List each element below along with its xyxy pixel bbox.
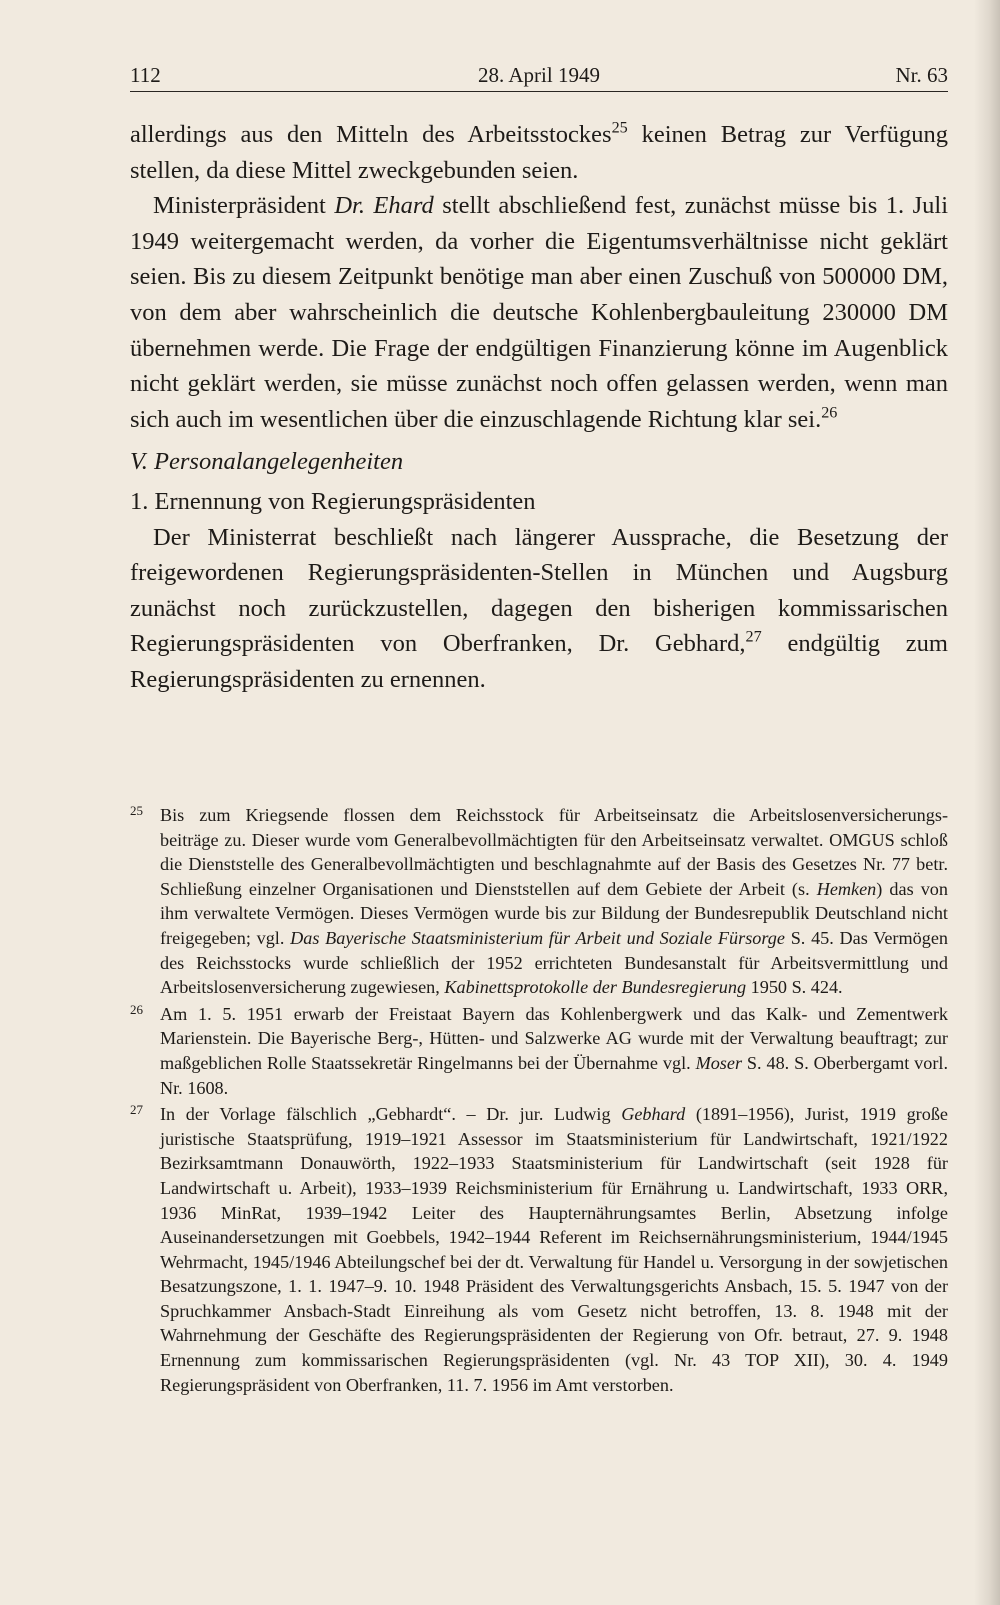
page-number: 112 (130, 63, 161, 87)
section-heading: V. Personalangelegenheiten (130, 448, 404, 476)
citation: Hemken (816, 878, 877, 899)
text-run: In der Vorlage fälschlich „Gebhardt“. – Dr. jur. Ludwig (160, 1104, 622, 1125)
footnote-27 (130, 1102, 948, 1397)
text-run: ) das von ihm verwaltete Vermögen. Dieses Vermögen wurde bis zur Bildung der Bundesrepublik Deutschland nicht freigegeben; vgl. (160, 878, 948, 948)
text-run: S. 45. Das Vermögen des Reichsstocks wurde schließlich der 1952 errichteten Bundesanstalt für Arbeitsvermittlung und Arbeitslosenversicherung zugewiesen, (160, 927, 948, 998)
footnote-ref-25: 25 (611, 119, 628, 137)
footnote-ref-27: 27 (745, 628, 762, 646)
header-date: 28. April 1949 (478, 63, 600, 87)
running-header (130, 60, 948, 90)
paragraph-ehard (130, 188, 948, 437)
text-run: Am 1. 5. 1951 erwarb der Freistaat Bayern das Kohlenbergwerk und das Kalk- und Zementwerk Marienstein. Die Bayerische Berg-, Hütten- und Salzwerke AG wurde mit der Verwaltung beauftragt; zur maßgeblichen Rolle Staatssekretär Ringelmanns bei der Übernahme vgl. (160, 1003, 948, 1073)
footnote-number: 25 (130, 803, 143, 818)
footnote-number: 26 (130, 1001, 143, 1017)
footnote-26 (130, 1002, 948, 1100)
text-run: endgültig zum Regierungspräsidenten zu ernennen. (130, 630, 948, 693)
main-text (130, 117, 948, 698)
text-run: allerdings aus den Mitteln des Arbeitsstockes (130, 121, 612, 148)
text-run: beiträge zu. Dieser wurde vom Generalbevollmächtigten für den Arbeitseinsatz verwaltet. OMGUS schloß die Dienststelle des Generalbevollmächtigten und beschlagnahmte auf der Basis des Gesetzes Nr. 77 betr. Schließung einzelner Organisationen und Dienststellen auf dem Gebiete der Arbeit (s. (160, 829, 948, 899)
text-run: S. 48. S. Oberbergamt vorl. Nr. 1608. (160, 1052, 948, 1098)
citation: Das Bayerische Staatsministerium für Arbeit und Soziale Fürsorge (290, 927, 785, 948)
text-run: (1891–1956), Jurist, 1919 große juristische Staatsprüfung, 1919–1921 Assessor im Staatsministerium für Landwirtschaft, 1921/1922 Bezirksamtmann Donauwörth, 1922–1933 Staatsministerium für Landwirtschaft (seit 1928 für Landwirtschaft u. Arbeit), 1933–1939 Reichsministerium für Ernährung u. Landwirtschaft, 1933 ORR, 1936 MinRat, 1939–1942 Leiter des Haupternährungsamtes Berlin, Absetzung infolge Auseinandersetzungen mit Goebbels, 1942–1944 Referent im Reichsernährungsministerium, 1944/1945 Wehrmacht, 1945/1946 Abteilungschef bei der dt. Verwaltung für Handel u. Versorgung in der sowjetischen Besatzungszone, 1. 1. 1947–9. 10. 1948 Präsident des Verwaltungsgerichts Ansbach, 15. 5. 1947 von der Spruchkammer Ansbach-Stadt Einreihung als vom Gesetz nicht betroffen, 13. 8. 1948 mit der Wahrnehmung der Geschäfte des Regierungspräsidenten der Regierung von Ofr. betraut, 27. 9. 1948 Ernennung zum kommissarischen Regierungspräsidenten (vgl. Nr. 43 TOP XII), 30. 4. 1949 Regierungspräsident von Oberfranken, 11. 7. 1956 im Amt verstorben. (160, 1104, 948, 1395)
item-heading: 1. Ernennung von Regierungspräsidenten (130, 487, 536, 515)
text-run: keinen Betrag zur Verfügung stellen, da diese Mittel zweckgebunden seien. (130, 121, 948, 184)
text-run: Der Ministerrat beschließt nach längerer Aussprache, die Besetzung der freigewordenen Regierungspräsidenten-Stellen in München und Augsburg zunächst noch zurückzustellen, dagegen den bisherigen kommissarischen Regierungspräsidenten von Oberfranken, Dr. Gebhard, (130, 523, 948, 658)
footnotes (130, 803, 948, 1399)
footnote-first-line: Bis zum Kriegsende flossen dem Reichsstock für Arbeitseinsatz die Arbeitslosenversicherungs- (160, 805, 948, 825)
paragraph-continuation (130, 117, 948, 188)
footnote-ref-26: 26 (821, 404, 838, 422)
footnote-25 (130, 803, 948, 1000)
document-number: Nr. 63 (895, 63, 948, 87)
header-rule (130, 91, 948, 92)
citation: Moser (695, 1052, 743, 1073)
citation: Kabinettsprotokolle der Bundesregierung (444, 977, 747, 998)
text-run: 1950 S. 424. (746, 977, 843, 998)
paragraph-ministerrat (130, 520, 948, 698)
text-run: stellt abschließend fest, zunächst müsse bis 1. Juli 1949 weitergemacht werden, da vorher die Eigentumsverhältnisse nicht geklärt seien. Bis zu diesem Zeitpunkt benötige man aber einen Zuschuß von 500000 DM, von dem aber wahrscheinlich die deutsche Kohlenbergbauleitung 230000 DM übernehmen werde. Die Frage der endgültigen Finanzierung könne im Augenblick nicht geklärt werden, sie müsse zunächst noch offen gelassen werden, wenn man sich auch im wesentlichen über die einzuschlagende Richtung klar sei. (130, 192, 949, 433)
person-name: Dr. Ehard (334, 192, 434, 220)
footnote-number: 27 (130, 1102, 143, 1118)
page-edge-shadow (974, 0, 1000, 1605)
person-name: Gebhard (621, 1104, 686, 1125)
text-run: Ministerpräsident (153, 192, 335, 220)
